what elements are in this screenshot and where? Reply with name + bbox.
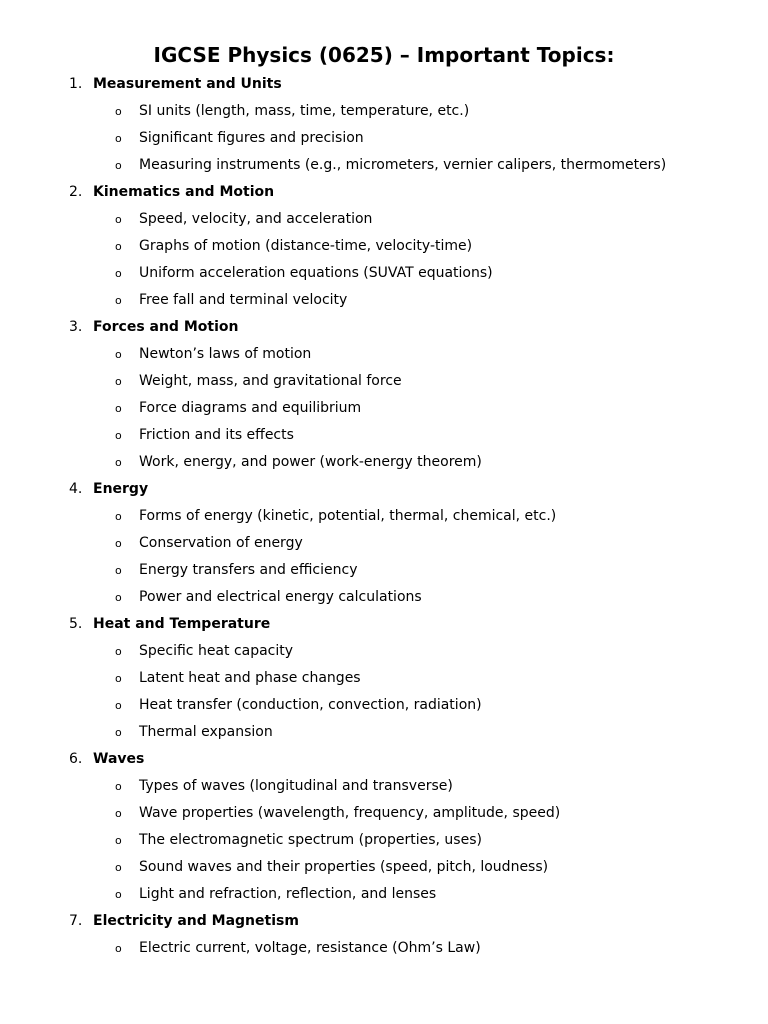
topic-title: Forces and Motion	[93, 319, 239, 335]
topic-item	[0, 611, 768, 746]
topic-item	[0, 746, 768, 908]
topic-number: 1.	[69, 76, 83, 92]
subtopic-item	[0, 98, 768, 125]
subtopic-list	[0, 503, 768, 611]
hollow-bullet-icon: o	[115, 294, 122, 307]
subtopic-item	[0, 260, 768, 287]
subtopic-item	[0, 935, 768, 962]
subtopic-text: Speed, velocity, and acceleration	[139, 211, 373, 227]
hollow-bullet-icon: o	[115, 645, 122, 658]
subtopic-item	[0, 206, 768, 233]
hollow-bullet-icon: o	[115, 591, 122, 604]
subtopic-item	[0, 125, 768, 152]
subtopic-item	[0, 152, 768, 179]
subtopic-text: Sound waves and their properties (speed, pitch, loudness)	[139, 859, 549, 875]
subtopic-item	[0, 287, 768, 314]
subtopic-text: Uniform acceleration equations (SUVAT equations)	[139, 265, 493, 281]
subtopic-list	[0, 638, 768, 746]
subtopic-item	[0, 530, 768, 557]
topic-number: 4.	[69, 481, 83, 497]
topic-heading	[0, 746, 768, 773]
subtopic-text: Measuring instruments (e.g., micrometers, vernier calipers, thermometers)	[139, 157, 667, 173]
topic-title: Waves	[93, 751, 145, 767]
topic-number: 6.	[69, 751, 83, 767]
subtopic-text: Friction and its effects	[139, 427, 294, 443]
hollow-bullet-icon: o	[115, 159, 122, 172]
hollow-bullet-icon: o	[115, 402, 122, 415]
topic-item	[0, 71, 768, 179]
subtopic-item	[0, 692, 768, 719]
hollow-bullet-icon: o	[115, 429, 122, 442]
hollow-bullet-icon: o	[115, 375, 122, 388]
hollow-bullet-icon: o	[115, 537, 122, 550]
subtopic-item	[0, 503, 768, 530]
subtopic-item	[0, 881, 768, 908]
topic-item	[0, 908, 768, 962]
topic-item	[0, 314, 768, 476]
hollow-bullet-icon: o	[115, 267, 122, 280]
topic-number: 3.	[69, 319, 83, 335]
hollow-bullet-icon: o	[115, 105, 122, 118]
subtopic-item	[0, 719, 768, 746]
subtopic-item	[0, 854, 768, 881]
topic-list	[0, 71, 768, 962]
topic-item	[0, 476, 768, 611]
subtopic-text: Graphs of motion (distance-time, velocity-time)	[139, 238, 473, 254]
hollow-bullet-icon: o	[115, 807, 122, 820]
subtopic-list	[0, 341, 768, 476]
subtopic-list	[0, 206, 768, 314]
subtopic-text: Latent heat and phase changes	[139, 670, 361, 686]
topic-number: 7.	[69, 913, 83, 929]
subtopic-text: Forms of energy (kinetic, potential, thermal, chemical, etc.)	[139, 508, 557, 524]
hollow-bullet-icon: o	[115, 672, 122, 685]
topic-heading	[0, 314, 768, 341]
hollow-bullet-icon: o	[115, 564, 122, 577]
topic-number: 5.	[69, 616, 83, 632]
hollow-bullet-icon: o	[115, 699, 122, 712]
subtopic-text: Wave properties (wavelength, frequency, amplitude, speed)	[139, 805, 561, 821]
hollow-bullet-icon: o	[115, 942, 122, 955]
subtopic-text: Energy transfers and efficiency	[139, 562, 358, 578]
subtopic-item	[0, 449, 768, 476]
subtopic-text: SI units (length, mass, time, temperature, etc.)	[139, 103, 470, 119]
hollow-bullet-icon: o	[115, 510, 122, 523]
subtopic-text: Specific heat capacity	[139, 643, 294, 659]
hollow-bullet-icon: o	[115, 834, 122, 847]
subtopic-list	[0, 98, 768, 179]
topic-heading	[0, 611, 768, 638]
subtopic-item	[0, 368, 768, 395]
subtopic-item	[0, 665, 768, 692]
subtopic-text: Electric current, voltage, resistance (Ohm’s Law)	[139, 940, 481, 956]
subtopic-text: Free fall and terminal velocity	[139, 292, 348, 308]
topic-title: Measurement and Units	[93, 76, 282, 92]
subtopic-text: Newton’s laws of motion	[139, 346, 312, 362]
topic-title: Electricity and Magnetism	[93, 913, 299, 929]
topic-title: Heat and Temperature	[93, 616, 271, 632]
hollow-bullet-icon: o	[115, 348, 122, 361]
topic-heading	[0, 71, 768, 98]
topic-heading	[0, 908, 768, 935]
topic-heading	[0, 476, 768, 503]
hollow-bullet-icon: o	[115, 726, 122, 739]
subtopic-list	[0, 773, 768, 908]
topic-title: Energy	[93, 481, 149, 497]
subtopic-text: Conservation of energy	[139, 535, 303, 551]
subtopic-item	[0, 800, 768, 827]
subtopic-item	[0, 584, 768, 611]
subtopic-item	[0, 395, 768, 422]
subtopic-item	[0, 341, 768, 368]
subtopic-item	[0, 422, 768, 449]
subtopic-text: Force diagrams and equilibrium	[139, 400, 362, 416]
hollow-bullet-icon: o	[115, 213, 122, 226]
subtopic-list	[0, 935, 768, 962]
topic-heading	[0, 179, 768, 206]
subtopic-item	[0, 557, 768, 584]
page-title: IGCSE Physics (0625) – Important Topics:	[153, 43, 615, 67]
topic-number: 2.	[69, 184, 83, 200]
hollow-bullet-icon: o	[115, 132, 122, 145]
topic-item	[0, 179, 768, 314]
subtopic-text: Light and refraction, reflection, and lenses	[139, 886, 437, 902]
topic-title: Kinematics and Motion	[93, 184, 275, 200]
subtopic-item	[0, 638, 768, 665]
subtopic-text: Types of waves (longitudinal and transverse)	[139, 778, 453, 794]
hollow-bullet-icon: o	[115, 240, 122, 253]
hollow-bullet-icon: o	[115, 888, 122, 901]
subtopic-text: Power and electrical energy calculations	[139, 589, 422, 605]
subtopic-item	[0, 773, 768, 800]
subtopic-item	[0, 827, 768, 854]
subtopic-text: Thermal expansion	[139, 724, 273, 740]
hollow-bullet-icon: o	[115, 780, 122, 793]
subtopic-text: Weight, mass, and gravitational force	[139, 373, 402, 389]
hollow-bullet-icon: o	[115, 861, 122, 874]
subtopic-item	[0, 233, 768, 260]
subtopic-text: Heat transfer (conduction, convection, radiation)	[139, 697, 482, 713]
hollow-bullet-icon: o	[115, 456, 122, 469]
subtopic-text: Significant figures and precision	[139, 130, 364, 146]
subtopic-text: The electromagnetic spectrum (properties, uses)	[139, 832, 482, 848]
subtopic-text: Work, energy, and power (work-energy theorem)	[139, 454, 482, 470]
